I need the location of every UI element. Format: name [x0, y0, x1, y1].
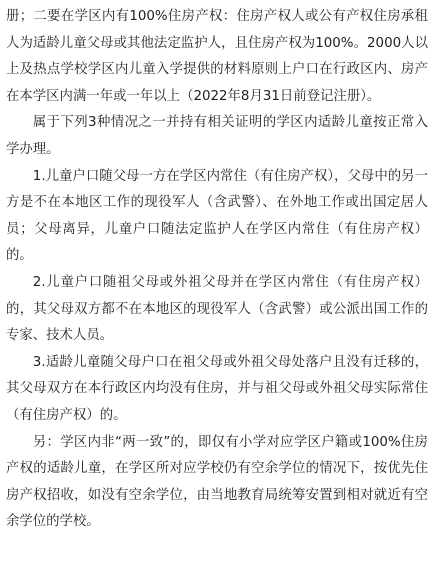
paragraph-condition-1: 1.儿童户口随父母一方在学区内常住（有住房产权），父母中的另一方是不在本地区工作的现役军人（含武警）、在外地工作或出国定居人员；父母离异，儿童户口随法定监护人在学区内常住（有住房产权）的。 [6, 168, 428, 264]
paragraph-condition-3: 3.适龄儿童随父母户口在祖父母或外祖父母处落户且没有迁移的，其父母双方在本行政区内均没有住房，并与祖父母或外祖父母实际常住（有住房产权）的。 [6, 354, 428, 423]
paragraph-condition-2: 2.儿童户口随祖父母或外祖父母并在学区内常住（有住房产权）的，其父母双方都不在本地区的现役军人（含武警）或公派出国工作的专家、技术人员。 [6, 274, 428, 344]
paragraph-continuation: 册；二要在学区内有100%住房产权：住房产权人或公有产权住房承租人为适龄儿童父母或其他法定监护人，且住房产权为100%。2000人以上及热点学校学区内儿童入学提供的材料原则上户口在行政区内、房产在本学区内满一年或一年以上（2022年8月31日前登记注册）。 [6, 9, 428, 104]
paragraph-supplementary-note: 另：学区内非“两一致”的，即仅有小学对应学区户籍或100%住房产权的适龄儿童，在学区所对应学校仍有空余学位的情况下，按优先住房产权招收，如没有空余学位，由当地教育局统筹安置到相对就近有空余学位的学校。 [6, 434, 428, 530]
paragraph-three-conditions-intro: 属于下列3种情况之一并持有相关证明的学区内适龄儿童按正常入学办理。 [6, 115, 428, 157]
